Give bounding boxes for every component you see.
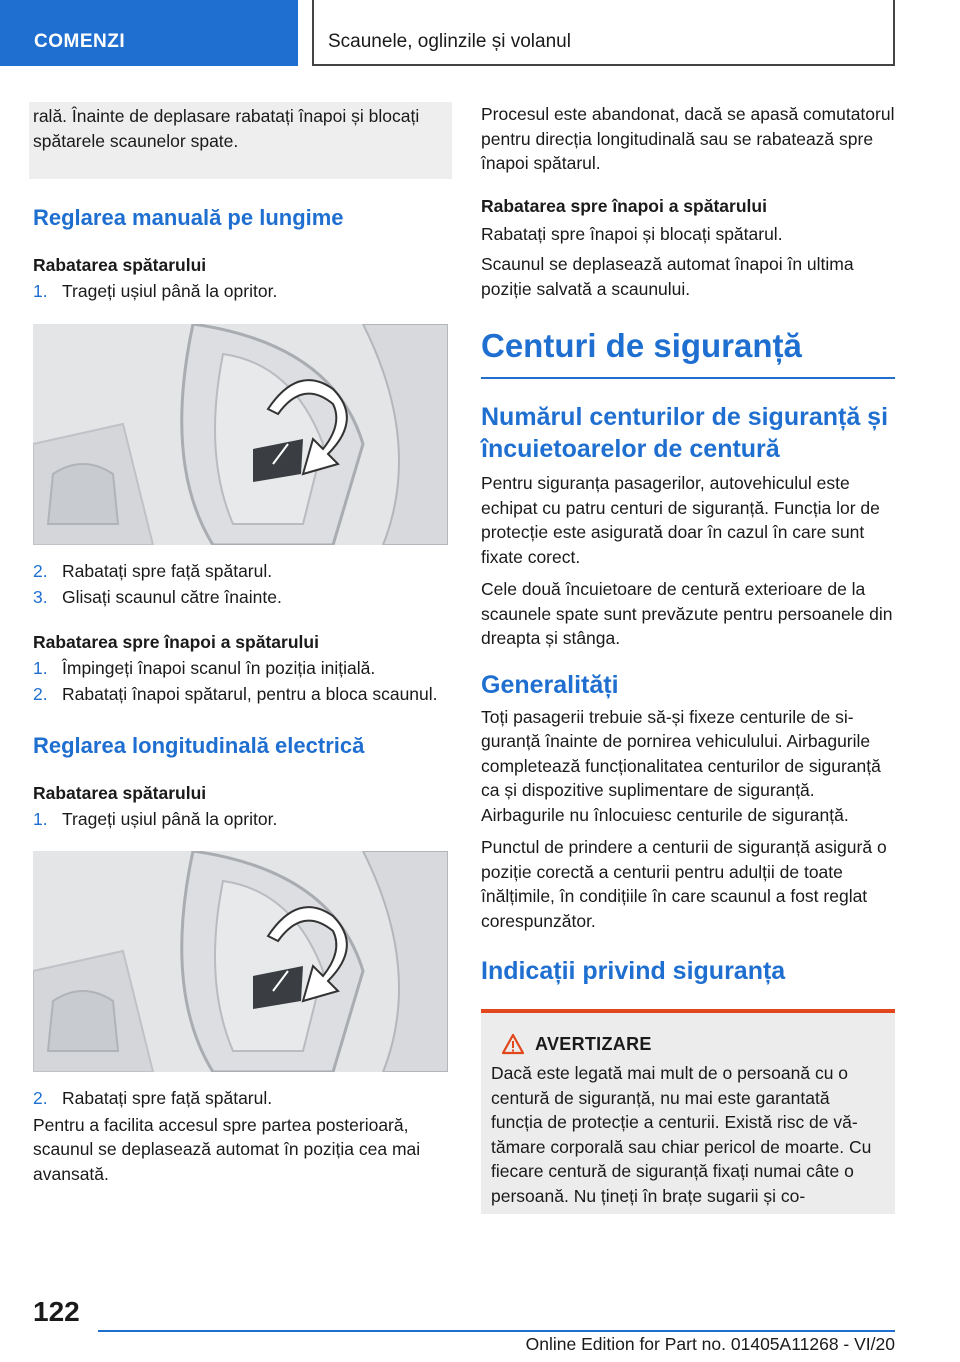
chapter-title: Scaunele, oglinzile și volanul: [312, 0, 895, 66]
general-paragraph-1: Toți pasagerii trebuie să-și fixeze centurile de siguranță înainte de pornirea vehiculului. Airbagurile completează funcționalitatea centurilor de siguranță ca și dispozitive suplimentare de siguranță. Airbagurile nu înlocuiesc centurile de siguranță.: [481, 706, 881, 825]
list-item: [33, 585, 448, 610]
step-text: Glisați scaunul către înainte.: [62, 587, 282, 607]
seatbelt-count-heading: Numărul centurilor de siguranță și încuietoarelor de centură: [481, 403, 889, 463]
list-item: [33, 1086, 448, 1111]
warning-header: [491, 1033, 885, 1055]
step-text: Împingeți înapoi scanul în poziția inițială.: [62, 657, 376, 678]
step-text: Trageți ușiul până la opritor.: [62, 281, 278, 301]
manual-adjust-heading: Reglarea manuală pe lungime: [33, 205, 344, 230]
return-paragraph-1: Rabatați spre înapoi și blocați spătarul.: [481, 223, 783, 244]
footer-divider: [98, 1330, 895, 1332]
manual-steps-2: [33, 559, 448, 610]
electric-steps-1: [33, 807, 448, 832]
general-paragraph-2: Punctul de prindere a centurii de siguranță asigură o poziție corectă a centurii pentru adulții de toate înălțimile, în condițiile în care scaunul a fost reglat corespunzător.: [481, 837, 887, 931]
page-number: 122: [33, 1296, 80, 1327]
page-header: [0, 0, 960, 66]
seatbelt-count-paragraph-1: Pentru siguranța pasagerilor, autovehiculul este echipat cu patru centuri de siguranță. Funcția lor de protecție este asigurată doar în cazul în care sunt fixate corect.: [481, 473, 880, 567]
manual-return-subheading: Rabatarea spre înapoi a spătarului: [33, 631, 319, 652]
seatbelts-chapter-heading: Centuri de siguranță: [481, 327, 895, 379]
step-number: 1.: [33, 281, 48, 301]
step-number: 2.: [33, 684, 48, 704]
list-item: [33, 682, 448, 707]
seat-lever-illustration-2: [33, 851, 448, 1072]
step-number: 1.: [33, 808, 48, 829]
step-number: 1.: [33, 657, 48, 678]
edition-text: Online Edition for Part no. 01405A11268 - VI/20: [525, 1334, 895, 1354]
warning-label: AVERTIZARE: [535, 1033, 652, 1054]
warning-box: [481, 1009, 895, 1214]
step-text: Rabatați spre față spătarul.: [62, 1088, 273, 1108]
step-text: Rabatați înapoi spătarul, pentru a bloca scaunul.: [62, 684, 438, 704]
electric-paragraph: Pentru a facilita accesul spre partea posterioară, scaunul se deplasează automat în poziția cea mai avansată.: [33, 1114, 421, 1184]
step-number: 2.: [33, 560, 48, 581]
step-number: 3.: [33, 587, 48, 607]
continued-note: rală. Înainte de deplasare rabatați înapoi și blocați spătarele scaunelor spate.: [29, 102, 452, 179]
return-paragraph-2: Scaunul se deplasează automat înapoi în ultima poziție salvată a scaunului.: [481, 254, 854, 299]
manual-steps-3: [33, 656, 448, 707]
left-column: [33, 102, 448, 1186]
step-text: Trageți ușiul până la opritor.: [62, 808, 278, 829]
seat-illustration: [33, 324, 448, 545]
seatbelt-count-paragraph-2: Cele două încuietoare de centură exterioare de la scaunele spate sunt prevăzute pentru persoanele din dreapta și stânga.: [481, 579, 893, 648]
list-item: [33, 559, 448, 584]
electric-fold-subheading: Rabatarea spătarului: [33, 782, 207, 803]
list-item: [33, 807, 448, 832]
right-column: [481, 102, 895, 1214]
list-item: [33, 656, 448, 681]
list-item: [33, 279, 448, 304]
warning-triangle-icon: [491, 1033, 535, 1055]
manual-fold-subheading: Rabatarea spătarului: [33, 255, 207, 275]
step-text: Rabatați spre față spătarul.: [62, 560, 273, 581]
seat-illustration: [33, 851, 448, 1072]
warning-text: Dacă este legată mai mult de o persoană cu o centură de siguranță, nu mai este garantată funcția de protecție a centurii. Există risc de vătămare corporală sau chiar pericol de moarte. Cu fiecare centură de siguranță fixați numai câte o persoană. Nu țineți în brațe sugarii și co-: [491, 1063, 872, 1206]
step-number: 2.: [33, 1088, 48, 1108]
electric-adjust-heading: Reglarea longitudinală electrică: [33, 732, 365, 758]
general-heading: Generalități: [481, 670, 619, 699]
safety-notes-heading: Indicații privind siguranța: [481, 957, 786, 985]
return-subheading: Rabatarea spre înapoi a spătarului: [481, 195, 767, 216]
abort-paragraph: Procesul este abandonat, dacă se apasă comutatorul pentru direcția longitudinală sau se rabatează spre înapoi spătarul.: [481, 104, 895, 173]
electric-steps-2: [33, 1086, 448, 1111]
section-tab: COMENZI: [0, 0, 298, 66]
seat-lever-illustration-1: [33, 324, 448, 545]
manual-steps-1: [33, 279, 448, 304]
